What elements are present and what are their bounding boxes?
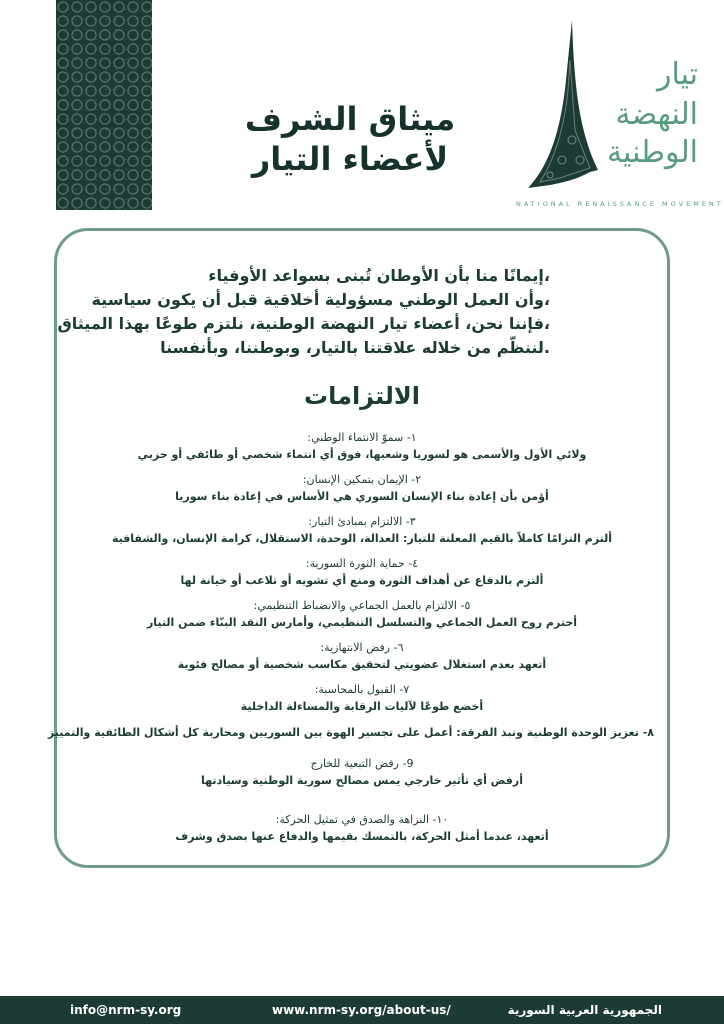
intro-line: .لننظّم من خلاله علاقتنا بالتيار، وبوطننا، وبأنفسنا [160, 338, 550, 357]
logo-word-2: النهضة [615, 97, 698, 132]
commitment-item [70, 430, 654, 463]
commitment-body: ٨- تعزيز الوحدة الوطنية ونبذ الفرقة: أعمل على تجسير الهوة بين السوريين ومحاربة كل أشكال الطائفية والتمييز [47, 726, 654, 739]
commitment-item [70, 640, 654, 673]
commitment-item [70, 514, 654, 547]
commitment-body: ولائي الأول والأسمى هو لسوريا وشعبها، فوق أي انتماء شخصي أو طائفي أو حزبي [137, 448, 587, 461]
commitment-title: ٧- القبول بالمحاسبة: [314, 683, 410, 696]
commitment-title: ٤- حماية الثورة السورية: [305, 557, 419, 570]
intro-paragraph [57, 264, 550, 360]
logo-word-3: الوطنية [606, 135, 698, 170]
commitment-item [70, 556, 654, 589]
commitment-body: أؤمن بأن إعادة بناء الإنسان السوري هي الأساس في إعادة بناء سوريا [175, 490, 549, 503]
commitment-title: ٣- الالتزام بمبادئ التيار: [308, 515, 416, 528]
intro-line: ،وأن العمل الوطني مسؤولية أخلاقية قبل أن يكون سياسية [91, 290, 550, 309]
footer-bar [0, 996, 724, 1024]
commitment-title: 9- رفض التبعية للخارج [310, 757, 414, 770]
commitment-title: ٥- الالتزام بالعمل الجماعي والانضباط التنظيمي: [253, 599, 471, 612]
document-title: ميثاق الشرف [244, 100, 456, 138]
commitment-title: ٢- الإيمان بتمكين الإنسان: [302, 473, 422, 486]
decorative-pattern-block [56, 0, 152, 210]
commitment-body: ألتزم التزامًا كاملاً بالقيم المعلنة للتيار: العدالة، الوحدة، الاستقلال، كرامة الإنسان، والشفافية [111, 532, 613, 545]
movement-logo [516, 20, 724, 210]
commitment-body: أحترم روح العمل الجماعي والتسلسل التنظيمي، وأمارس النقد البنّاء ضمن التيار [146, 616, 578, 629]
logo-english-name: NATIONAL RENAISSANCE MOVEMENT [516, 200, 724, 208]
commitment-body: أرفض أي تأثير خارجي يمس مصالح سورية الوطنية وسيادتها [201, 774, 523, 787]
spire-logo-icon [520, 20, 600, 190]
footer-country: الجمهورية العربية السورية [507, 1003, 662, 1017]
commitment-item [70, 598, 654, 631]
commitment-item [47, 724, 654, 741]
footer-email: info@nrm-sy.org [70, 1003, 182, 1017]
commitment-item [70, 756, 654, 789]
commitment-body: أتعهد بعدم استغلال عضويتي لتحقيق مكاسب شخصية أو مصالح فئوية [177, 658, 547, 671]
intro-line: ،إيمانًا منا بأن الأوطان تُبنى بسواعد الأوفياء [208, 266, 550, 285]
logo-word-1: تيار [656, 57, 698, 92]
commitment-item [70, 472, 654, 505]
footer-website: www.nrm-sy.org/about-us/ [272, 1003, 451, 1017]
commitment-body: أتعهد، عندما أمثل الحركة، بالتمسك بقيمها والدفاع عنها بصدق وشرف [175, 830, 549, 843]
commitment-title: ١- سموّ الانتماء الوطني: [307, 431, 417, 444]
document-subtitle: لأعضاء التيار [251, 140, 449, 178]
commitment-title: ٦- رفض الانتهازية: [320, 641, 404, 654]
commitment-body: أخضع طوعًا لآليات الرقابة والمساءلة الداخلية [240, 700, 484, 713]
intro-line: ،فإننا نحن، أعضاء تيار النهضة الوطنية، نلتزم طوعًا بهذا الميثاق [57, 314, 550, 333]
commitment-item [70, 812, 654, 845]
commitment-body: ألتزم بالدفاع عن أهداف الثورة ومنع أي تشويه أو تلاعب أو خيانة لها [180, 574, 544, 587]
commitments-heading: الالتزامات [303, 382, 421, 410]
commitment-item [70, 682, 654, 715]
commitment-title: ١٠- النزاهة والصدق في تمثيل الحركة: [275, 813, 449, 826]
